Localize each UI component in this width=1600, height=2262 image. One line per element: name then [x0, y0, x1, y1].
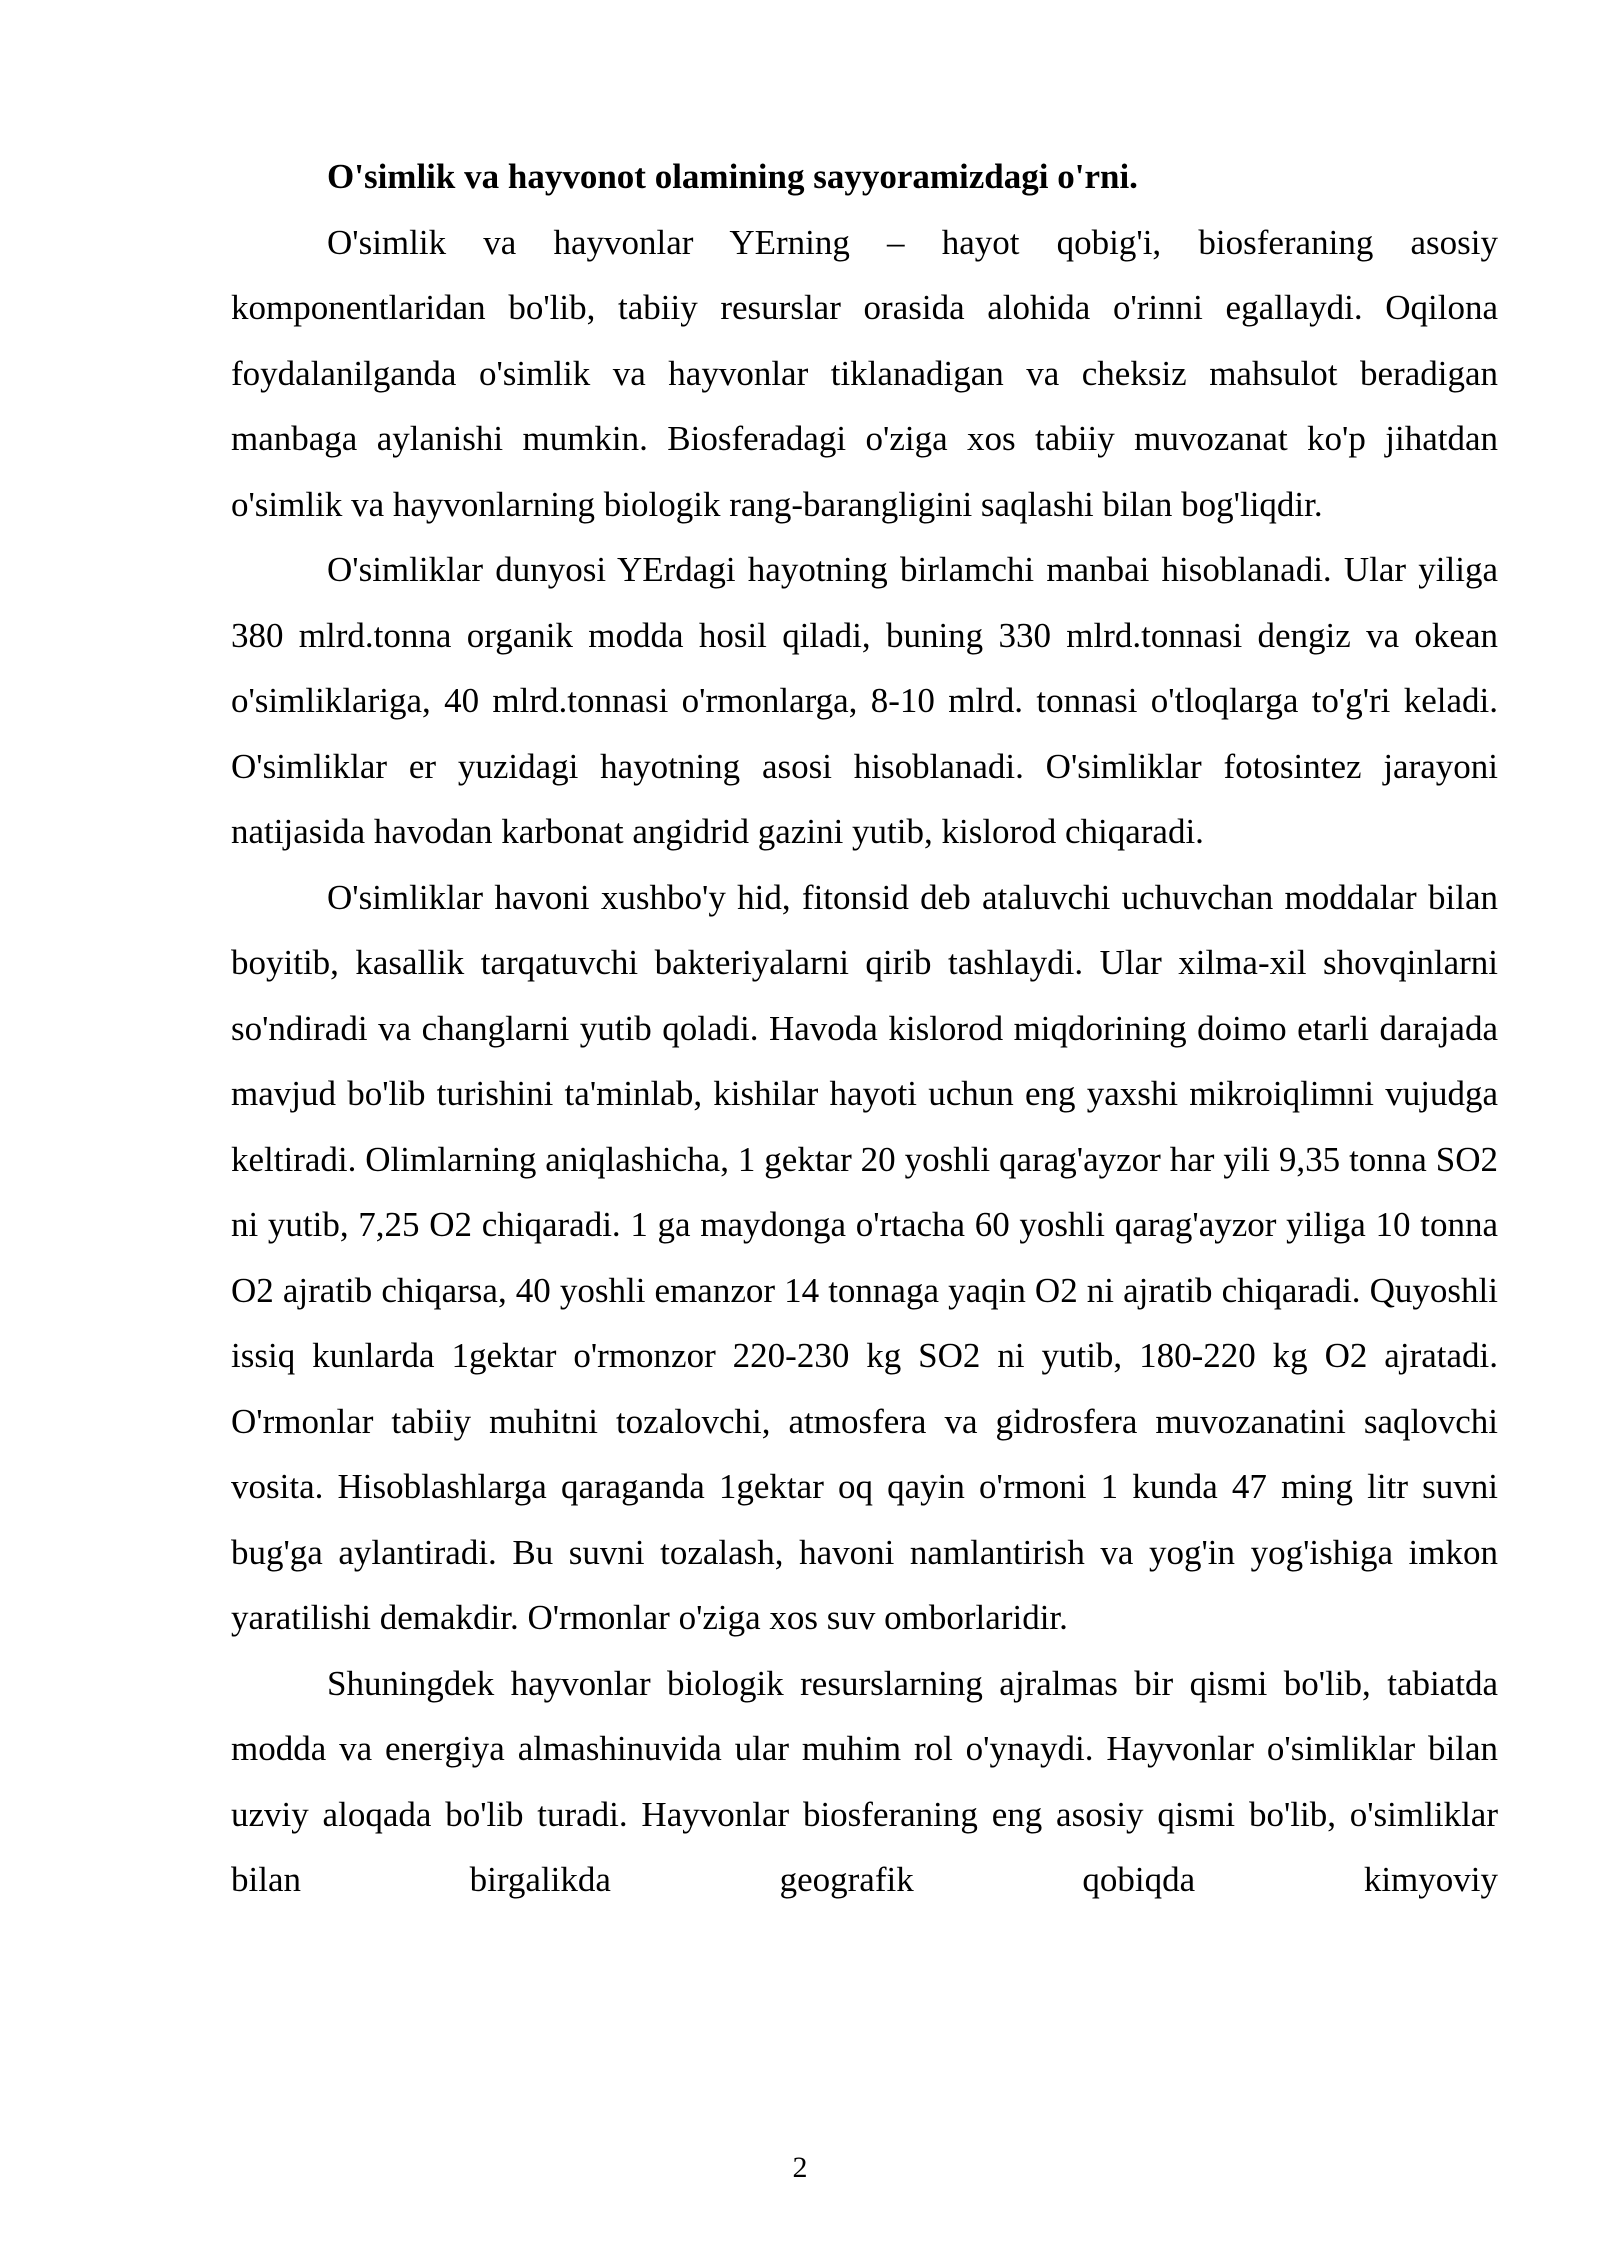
paragraph-1: O'simlik va hayvonlar YErning – hayot qobig'i, biosferaning asosiy komponentlaridan bo'lib, tabiiy resurslar orasida alohida o'rinni egallaydi. Oqilona foydalanilganda o'simlik va hayvonlar tiklanadigan va cheksiz mahsulot beradigan manbaga aylanishi mumkin. Biosferadagi o'ziga xos tabiiy muvozanat ko'p jihatdan o'simlik va hayvonlarning biologik rang-barangligini saqlashi bilan bog'liqdir.	[231, 222, 1498, 524]
document-page	[231, 144, 1498, 1913]
paragraph-4: Shuningdek hayvonlar biologik resurslarning ajralmas bir qismi bo'lib, tabiatda modda va energiya almashinuvida ular muhim rol o'ynaydi. Hayvonlar o'simliklar bilan uzviy aloqada bo'lib turadi. Hayvonlar biosferaning eng asosiy qismi bo'lib, o'simliklar bilan birgalikda geografik qobiqda kimyoviy	[231, 1663, 1498, 1899]
paragraph-3: O'simliklar havoni xushbo'y hid, fitonsid deb ataluvchi uchuvchan moddalar bilan boyitib, kasallik tarqatuvchi bakteriyalarni qirib tashlaydi. Ular xilma-xil shovqinlarni so'ndiradi va changlarni yutib qoladi. Havoda kislorod miqdorining doimo etarli darajada mavjud bo'lib turishini ta'minlab, kishilar hayoti uchun eng yaxshi mikroiqlimni vujudga keltiradi. Olimlarning aniqlashicha, 1 gektar 20 yoshli qarag'ayzor har yili 9,35 tonna SO2 ni yutib, 7,25 O2 chiqaradi. 1 ga maydonga o'rtacha 60 yoshli qarag'ayzor yiliga 10 tonna O2 ajratib chiqarsa, 40 yoshli emanzor 14 tonnaga yaqin O2 ni ajratib chiqaradi. Quyoshli issiq kunlarda 1gektar o'rmonzor 220-230 kg SO2 ni yutib, 180-220 kg O2 ajratadi. O'rmonlar tabiiy muhitni tozalovchi, atmosfera va gidrosfera muvozanatini saqlovchi vosita. Hisoblashlarga qaraganda 1gektar oq qayin o'rmoni 1 kunda 47 ming litr suvni bug'ga aylantiradi. Bu suvni tozalash, havoni namlantirish va yog'in yog'ishiga imkon yaratilishi demakdir. O'rmonlar o'ziga xos suv omborlaridir.	[231, 877, 1498, 1637]
page-number: 2	[792, 2151, 808, 2184]
document-title: O'simlik va hayvonot olamining sayyoramizdagi o'rni.	[327, 157, 1138, 196]
paragraph-2: O'simliklar dunyosi YErdagi hayotning birlamchi manbai hisoblanadi. Ular yiliga 380 mlrd.tonna organik modda hosil qiladi, buning 330 mlrd.tonnasi dengiz va okean o'simliklariga, 40 mlrd.tonnasi o'rmonlarga, 8-10 mlrd. tonnasi o'tloqlarga to'g'ri keladi. O'simliklar er yuzidagi hayotning asosi hisoblanadi. O'simliklar fotosintez jarayoni natijasida havodan karbonat angidrid gazini yutib, kislorod chiqaradi.	[231, 550, 1498, 851]
